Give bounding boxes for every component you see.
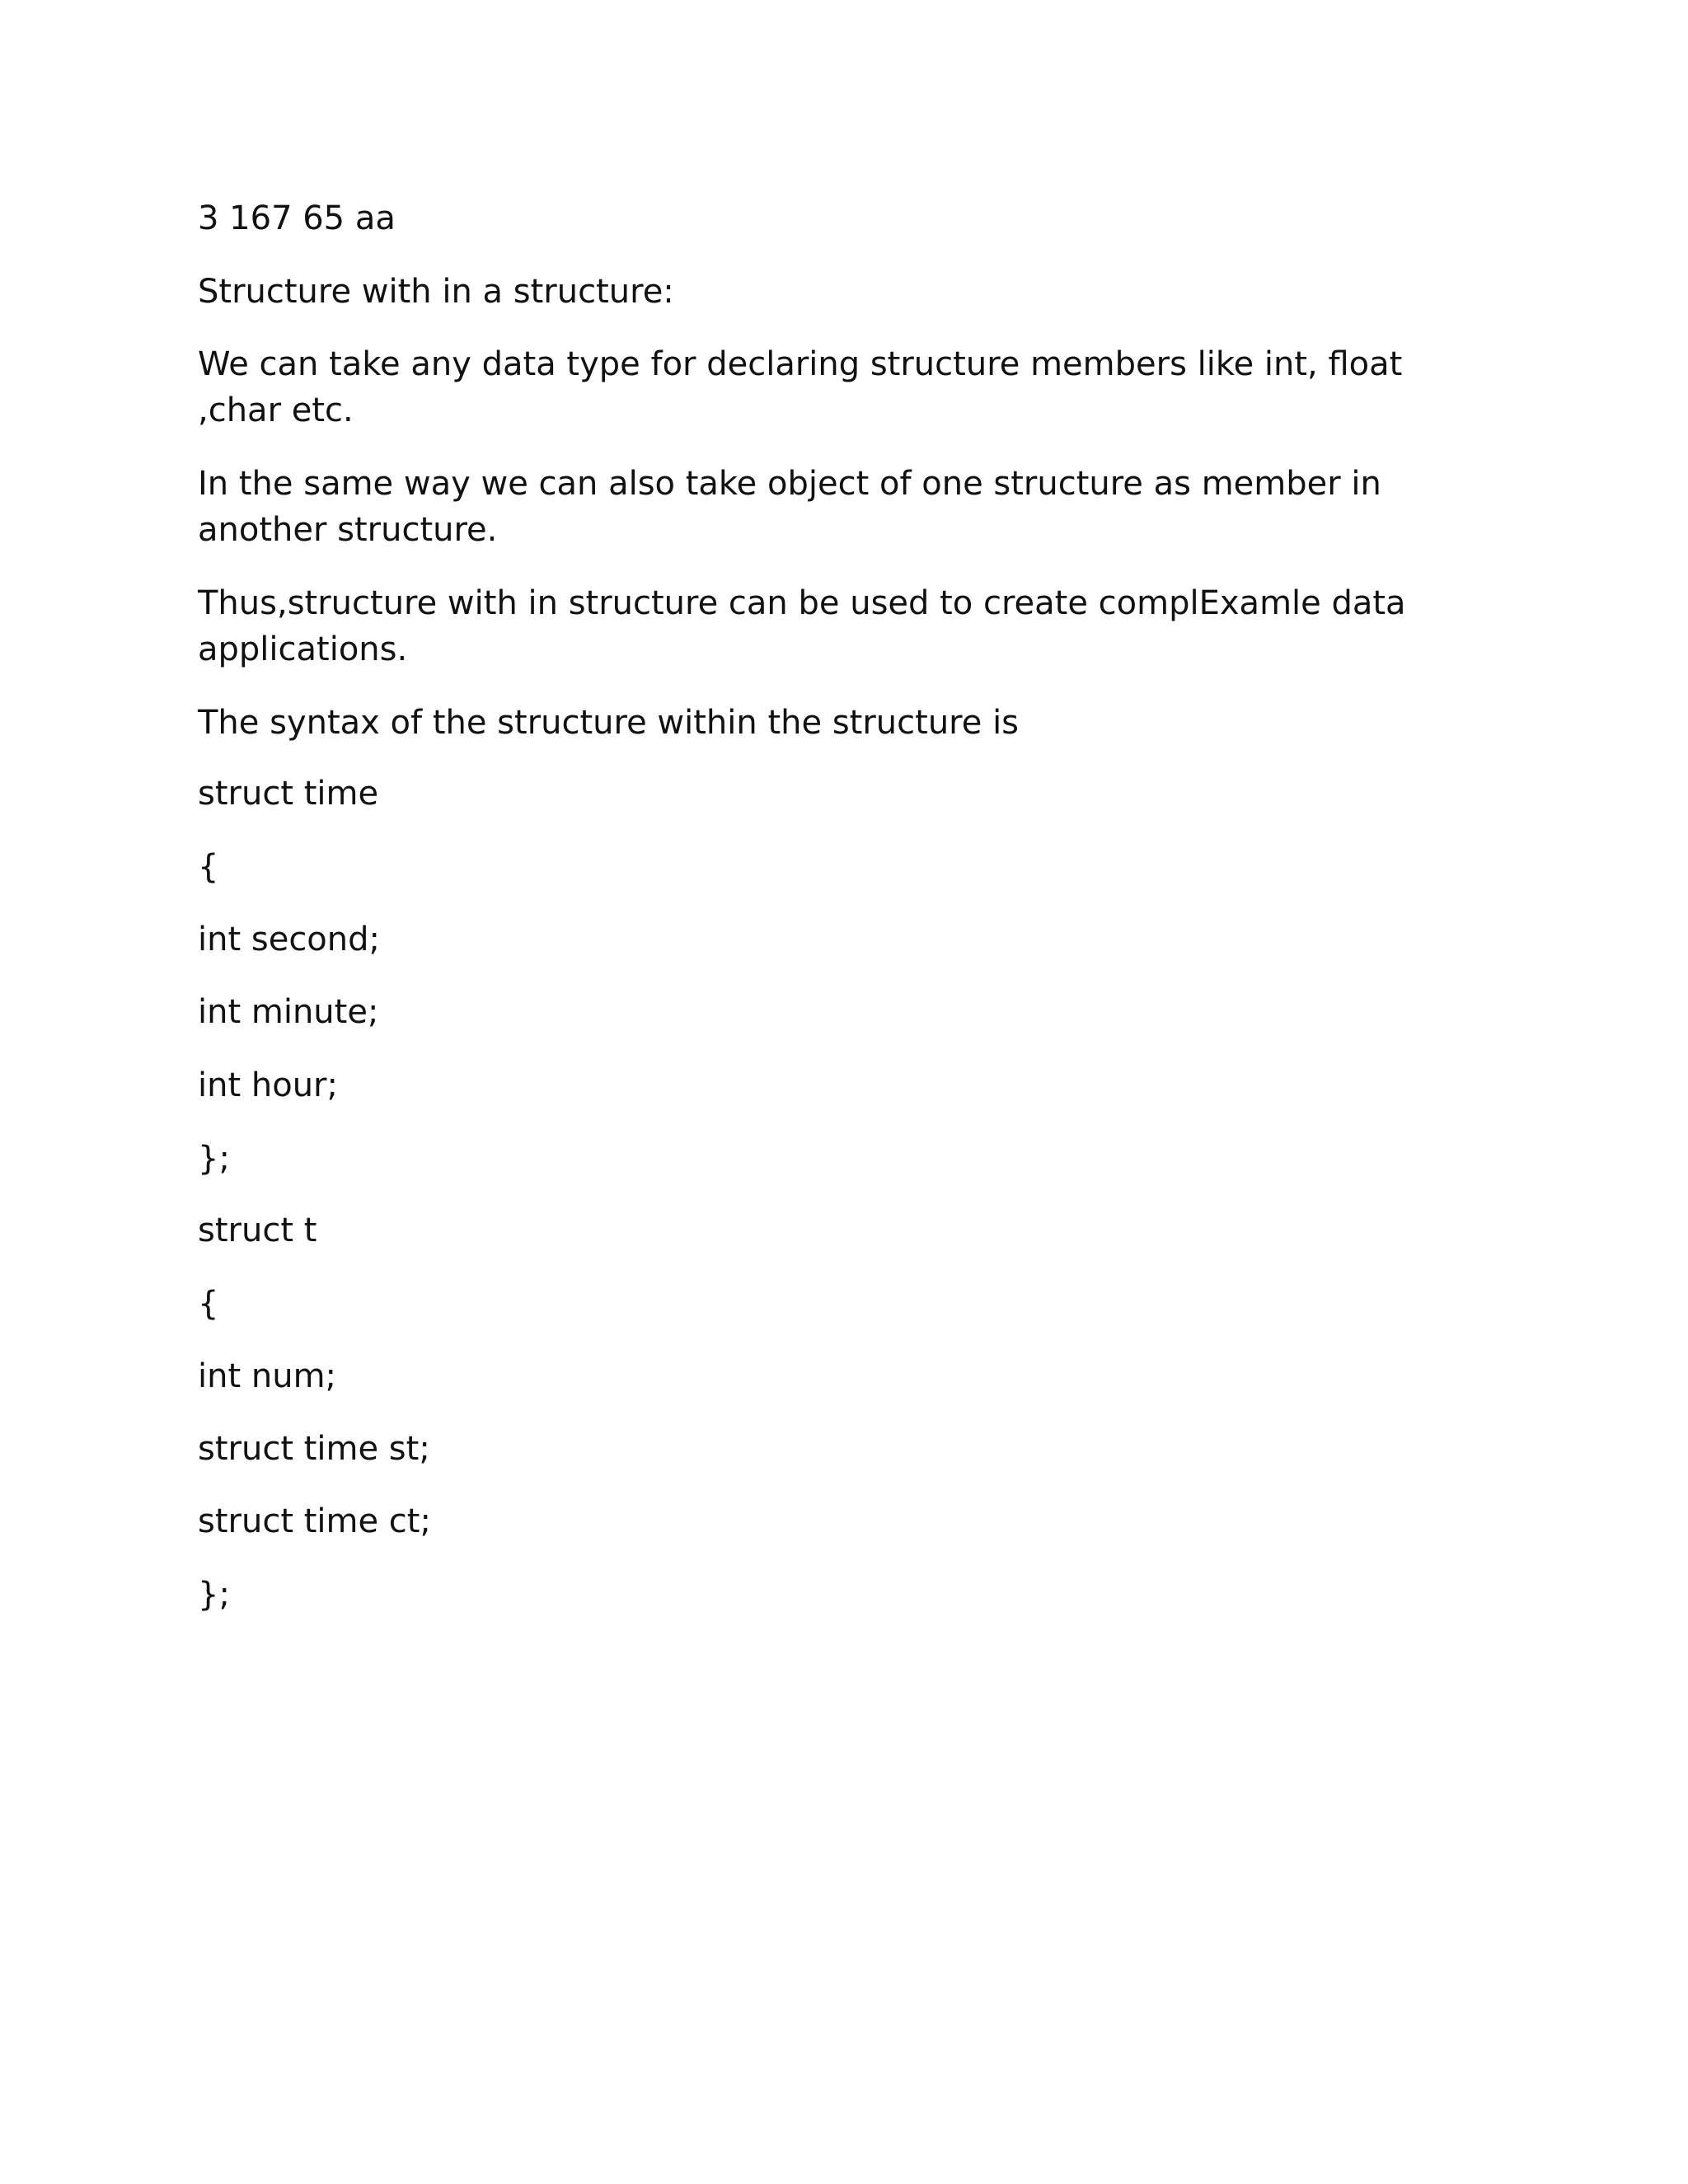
code-line: }; [198,1140,230,1178]
section-heading: Structure with in a structure: [198,273,674,311]
code-line: int hour; [198,1066,338,1104]
paragraph-line: ,char etc. [198,391,354,429]
code-line: }; [198,1576,230,1614]
page-header-text: 3 167 65 aa [198,199,396,237]
code-line: int minute; [198,993,379,1031]
code-line: int second; [198,921,380,958]
code-line: int num; [198,1357,337,1395]
code-line: struct time [198,775,379,813]
paragraph-line: The syntax of the structure within the structure is [198,704,1020,742]
paragraph-line: We can take any data type for declaring structure members like int, float [198,345,1403,383]
code-line: struct t [198,1212,317,1249]
paragraph-line: In the same way we can also take object of one structure as member in [198,465,1381,503]
paragraph-line: applications. [198,630,408,668]
paragraph-line: another structure. [198,511,498,549]
code-line: { [198,848,219,886]
code-line: struct time st; [198,1430,430,1468]
code-line: { [198,1285,219,1323]
paragraph-line: Thus,structure with in structure can be used to create complExamle data [198,584,1406,622]
code-line: struct time ct; [198,1502,431,1540]
